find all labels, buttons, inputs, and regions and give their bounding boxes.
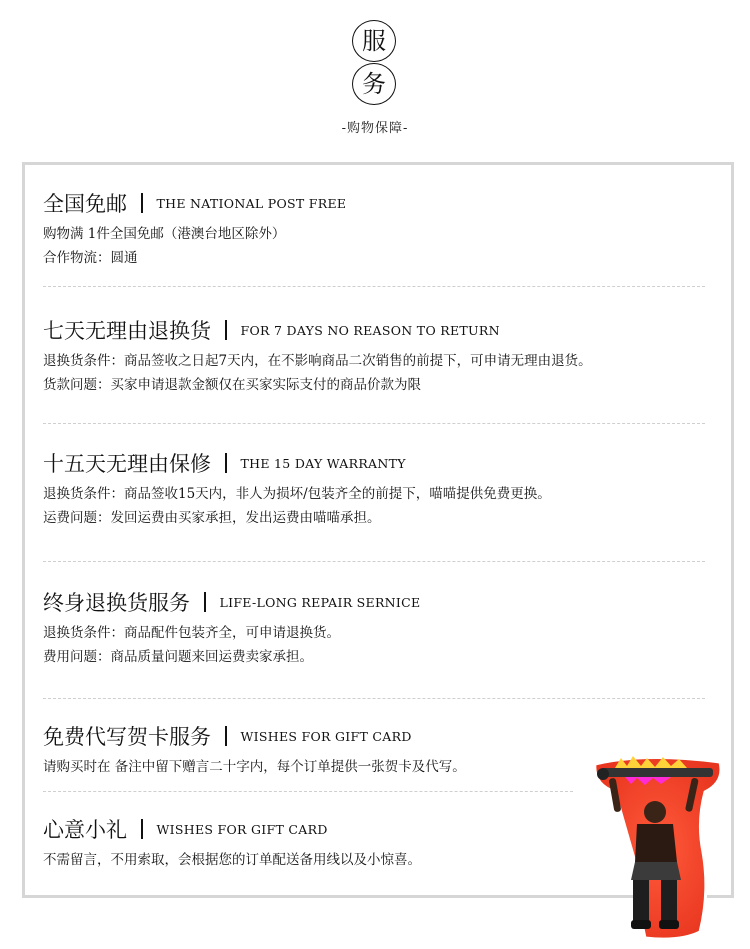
section-title-row — [43, 587, 713, 617]
title-separator — [225, 726, 227, 746]
section-line: 货款问题：买家申请退款金额仅在买家实际支付的商品价款为限 — [43, 377, 421, 393]
section-title-cn: 心意小礼 — [43, 818, 127, 842]
title-separator — [141, 193, 143, 213]
section-title-row — [43, 448, 713, 478]
character-sticker-image — [585, 752, 725, 940]
section-divider — [43, 698, 705, 699]
section-line: 运费问题：发回运费由买家承担，发出运费由喵喵承担。 — [43, 510, 381, 526]
section-title-cn: 十五天无理由保修 — [43, 452, 211, 476]
section-title-cn: 免费代写贺卡服务 — [43, 725, 211, 749]
section-title-en: WISHES FOR GIFT CARD — [156, 821, 328, 837]
section-title-cn: 全国免邮 — [43, 192, 127, 216]
section-7day-return — [43, 315, 713, 395]
section-15day-warranty — [43, 448, 713, 528]
section-title-en: THE NATIONAL POST FREE — [156, 195, 347, 211]
section-free-shipping — [43, 188, 713, 268]
title-char-circle — [352, 20, 396, 62]
section-line: 合作物流：圆通 — [43, 250, 138, 266]
section-line: 不需留言，不用索取，会根据您的订单配送备用线以及小惊喜。 — [43, 852, 421, 868]
section-line: 退换货条件：商品配件包装齐全，可申请退换货。 — [43, 625, 340, 641]
title-separator — [225, 453, 227, 473]
section-title-en: WISHES FOR GIFT CARD — [240, 728, 412, 744]
section-title-row — [43, 721, 713, 751]
page-header — [0, 0, 750, 150]
section-divider — [43, 286, 705, 287]
section-title-en: THE 15 DAY WARRANTY — [240, 455, 406, 471]
section-title-row — [43, 315, 713, 345]
section-title-en: LIFE-LONG REPAIR SERNICE — [219, 594, 421, 610]
title-char: 务 — [362, 70, 386, 98]
section-line: 购物满 1件全国免邮（港澳台地区除外） — [43, 226, 286, 242]
title-char: 服 — [362, 27, 386, 55]
section-line: 退换货条件：商品签收之日起7天内，在不影响商品二次销售的前提下，可申请无理由退货。 — [43, 353, 592, 369]
section-title-row — [43, 188, 713, 218]
section-line: 费用问题：商品质量问题来回运费卖家承担。 — [43, 649, 313, 665]
page-subtitle: -购物保障- — [341, 121, 409, 136]
title-separator — [225, 320, 227, 340]
title-char-circle — [352, 63, 396, 105]
section-line: 退换货条件：商品签收15天内，非人为损坏/包装齐全的前提下，喵喵提供免费更换。 — [43, 486, 551, 502]
section-title-cn: 终身退换货服务 — [43, 591, 190, 615]
section-title-cn: 七天无理由退换货 — [43, 319, 211, 343]
title-separator — [141, 819, 143, 839]
section-line: 请购买时在 备注中留下赠言二十字内，每个订单提供一张贺卡及代写。 — [43, 759, 466, 775]
section-divider — [43, 561, 705, 562]
section-lifelong-repair — [43, 587, 713, 667]
section-divider — [43, 791, 573, 792]
title-separator — [204, 592, 206, 612]
section-title-en: FOR 7 DAYS NO REASON TO RETURN — [240, 322, 500, 338]
section-divider — [43, 423, 705, 424]
